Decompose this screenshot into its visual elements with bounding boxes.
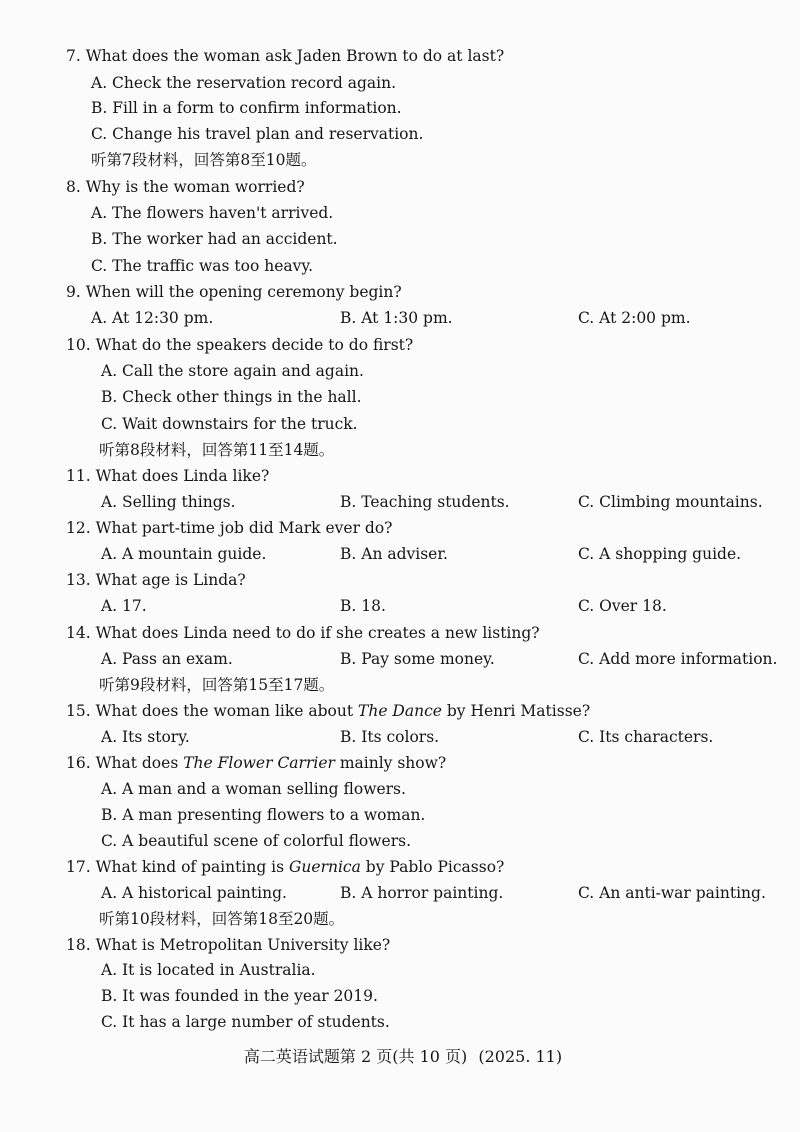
- exam-line-q18c: C. It has a large number of students.: [101, 1013, 390, 1031]
- exam-line-q16c: C. A beautiful scene of colorful flowers.: [101, 832, 411, 850]
- exam-line-q11c: C. Climbing mountains.: [578, 493, 763, 511]
- exam-line-q14a: A. Pass an exam.: [101, 650, 233, 668]
- question-text: by Henri Matisse?: [441, 702, 591, 720]
- page-footer: [0, 1046, 800, 1068]
- exam-line-s8: 听第8段材料，回答第11至14题。: [99, 441, 335, 459]
- exam-line-q8b: B. The worker had an accident.: [91, 230, 338, 248]
- exam-line-s10: 听第10段材料，回答第18至20题。: [99, 910, 345, 928]
- exam-line-q8: 8. Why is the woman worried?: [66, 178, 305, 196]
- exam-line-q10c: C. Wait downstairs for the truck.: [101, 415, 358, 433]
- artwork-title: Guernica: [289, 858, 361, 876]
- exam-line-q8c: C. The traffic was too heavy.: [91, 257, 314, 275]
- exam-line-q15: [66, 701, 590, 721]
- exam-line-q17c: C. An anti-war painting.: [578, 884, 766, 902]
- exam-line-q15b: B. Its colors.: [340, 728, 440, 746]
- exam-line-q11: 11. What does Linda like?: [66, 467, 270, 485]
- exam-line-q11b: B. Teaching students.: [340, 493, 510, 511]
- exam-line-q13c: C. Over 18.: [578, 597, 667, 615]
- exam-line-s9: 听第9段材料，回答第15至17题。: [99, 676, 335, 694]
- exam-line-q7a: A. Check the reservation record again.: [91, 74, 397, 92]
- exam-line-q17: [66, 857, 504, 877]
- exam-line-q13a: A. 17.: [101, 597, 147, 615]
- question-text: mainly show?: [334, 754, 447, 772]
- exam-line-q9: 9. When will the opening ceremony begin?: [66, 283, 402, 301]
- question-text: by Pablo Picasso?: [360, 858, 505, 876]
- exam-line-q18: 18. What is Metropolitan University like?: [66, 936, 391, 954]
- exam-line-q12: 12. What part-time job did Mark ever do?: [66, 519, 393, 537]
- exam-line-s7: 听第7段材料，回答第8至10题。: [91, 151, 317, 169]
- question-text: 16. What does: [66, 754, 184, 772]
- exam-line-q8a: A. The flowers haven't arrived.: [91, 204, 334, 222]
- footer-title: 高二英语试题第 2 页(共 10 页): [243, 1047, 468, 1066]
- exam-line-q16b: B. A man presenting flowers to a woman.: [101, 806, 426, 824]
- exam-line-q12c: C. A shopping guide.: [578, 545, 742, 563]
- exam-line-q14b: B. Pay some money.: [340, 650, 495, 668]
- exam-line-q11a: A. Selling things.: [101, 493, 236, 511]
- exam-line-q18b: B. It was founded in the year 2019.: [101, 987, 378, 1005]
- exam-line-q9a: A. At 12:30 pm.: [91, 309, 214, 327]
- exam-line-q16: [66, 753, 446, 773]
- exam-line-q9b: B. At 1:30 pm.: [340, 309, 453, 327]
- exam-line-q7: 7. What does the woman ask Jaden Brown to do at last?: [66, 47, 505, 65]
- exam-line-q18a: A. It is located in Australia.: [101, 961, 316, 979]
- exam-line-q17b: B. A horror painting.: [340, 884, 504, 902]
- question-text: 15. What does the woman like about: [66, 702, 358, 720]
- footer-date: (2025. 11): [478, 1047, 563, 1066]
- artwork-title: The Flower Carrier: [183, 754, 335, 772]
- exam-line-q9c: C. At 2:00 pm.: [578, 309, 691, 327]
- exam-line-q14c: C. Add more information.: [578, 650, 778, 668]
- exam-line-q17a: A. A historical painting.: [101, 884, 287, 902]
- exam-line-q10b: B. Check other things in the hall.: [101, 388, 362, 406]
- exam-line-q10: 10. What do the speakers decide to do first?: [66, 336, 414, 354]
- exam-line-q13: 13. What age is Linda?: [66, 571, 246, 589]
- exam-line-q14: 14. What does Linda need to do if she creates a new listing?: [66, 624, 540, 642]
- artwork-title: The Dance: [358, 702, 442, 720]
- exam-line-q15c: C. Its characters.: [578, 728, 714, 746]
- exam-line-q7b: B. Fill in a form to confirm information.: [91, 99, 402, 117]
- exam-line-q12a: A. A mountain guide.: [101, 545, 267, 563]
- exam-line-q12b: B. An adviser.: [340, 545, 448, 563]
- exam-line-q10a: A. Call the store again and again.: [101, 362, 364, 380]
- exam-line-q16a: A. A man and a woman selling flowers.: [101, 780, 406, 798]
- exam-line-q7c: C. Change his travel plan and reservation.: [91, 125, 424, 143]
- exam-line-q13b: B. 18.: [340, 597, 386, 615]
- question-text: 17. What kind of painting is: [66, 858, 290, 876]
- exam-line-q15a: A. Its story.: [101, 728, 190, 746]
